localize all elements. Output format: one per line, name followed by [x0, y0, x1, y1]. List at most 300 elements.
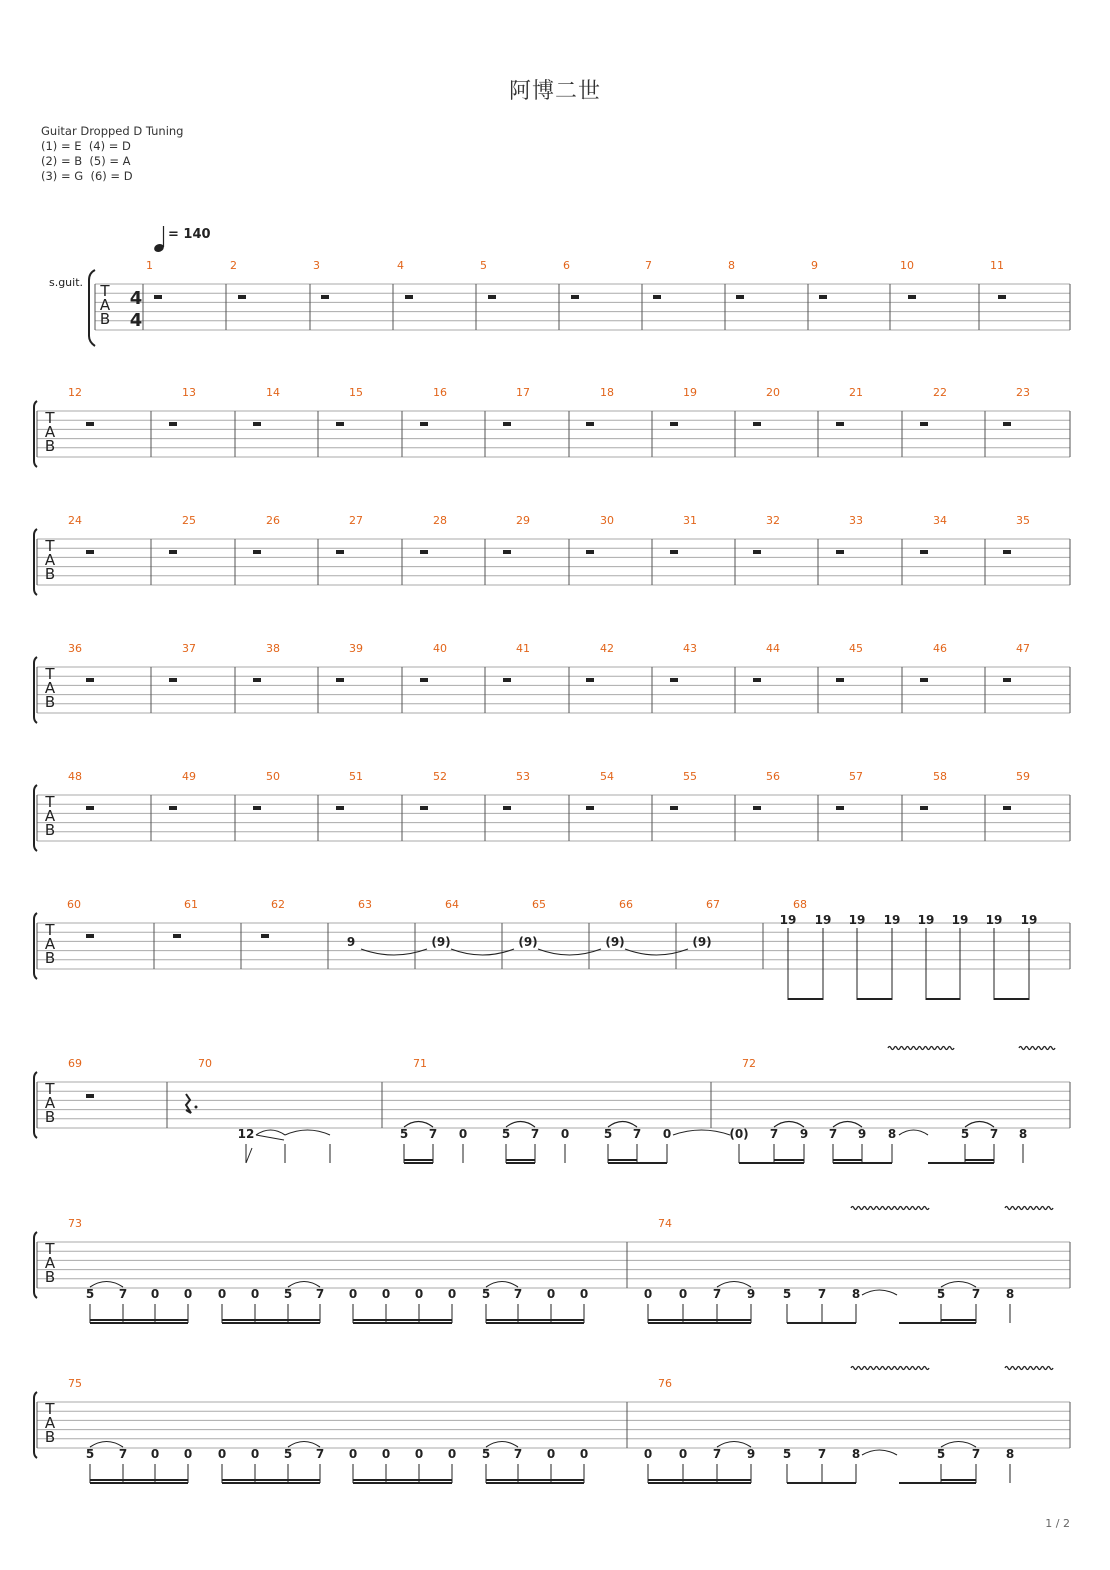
fret-number: 0 — [183, 1287, 193, 1301]
measure-rest — [586, 806, 594, 810]
note-beam — [353, 1482, 452, 1484]
measure-number: 51 — [349, 770, 363, 783]
fret-number: 0 — [643, 1287, 653, 1301]
fret-number: (9) — [518, 935, 538, 949]
measure-number: 14 — [266, 386, 280, 399]
measure-rest — [420, 678, 428, 682]
tab-clef-letter: A — [99, 296, 111, 314]
measure-rest — [488, 295, 496, 299]
note-beam — [648, 1319, 751, 1321]
measure-rest — [86, 806, 94, 810]
tab-clef-letter: A — [44, 1414, 56, 1432]
fret-number: (9) — [605, 935, 625, 949]
tie-arc — [673, 1130, 730, 1135]
tie-arc — [361, 949, 427, 955]
measure-rest — [169, 806, 177, 810]
fret-number: 0 — [643, 1447, 653, 1461]
measure-rest — [670, 550, 678, 554]
note-beam — [899, 1322, 976, 1324]
note-beam — [222, 1482, 320, 1484]
vibrato-mark — [1005, 1207, 1053, 1210]
measure-number: 49 — [182, 770, 196, 783]
tie-arc — [625, 949, 688, 955]
fret-number: 9 — [346, 935, 356, 949]
fret-number: 19 — [814, 913, 832, 927]
note-beam — [739, 1162, 804, 1164]
tab-clef-letter: T — [45, 1400, 55, 1418]
measure-rest — [86, 1094, 94, 1098]
tie-arc — [862, 1450, 897, 1455]
measure-number: 13 — [182, 386, 196, 399]
tie-arc — [256, 1130, 285, 1135]
note-beam — [486, 1479, 584, 1481]
fret-number: 0 — [579, 1287, 589, 1301]
measure-rest — [670, 422, 678, 426]
measure-number: 69 — [68, 1057, 82, 1070]
note-beam — [899, 1482, 976, 1484]
measure-rest — [169, 422, 177, 426]
fret-number: 8 — [1018, 1127, 1028, 1141]
fret-number: 9 — [746, 1447, 756, 1461]
measure-rest — [836, 806, 844, 810]
note-beam — [486, 1319, 584, 1321]
measure-number: 36 — [68, 642, 82, 655]
measure-rest — [420, 806, 428, 810]
measure-number: 59 — [1016, 770, 1030, 783]
vibrato-mark — [1019, 1047, 1055, 1050]
fret-number: 0 — [678, 1287, 688, 1301]
measure-number: 9 — [811, 259, 818, 272]
fret-number: 7 — [118, 1447, 128, 1461]
measure-number: 37 — [182, 642, 196, 655]
measure-number: 54 — [600, 770, 614, 783]
note-beam — [486, 1322, 584, 1324]
note-beam — [926, 998, 960, 1000]
fret-number: 0 — [678, 1447, 688, 1461]
measure-rest — [420, 422, 428, 426]
measure-number: 55 — [683, 770, 697, 783]
note-beam — [965, 1159, 994, 1161]
tab-clef-letter: T — [45, 665, 55, 683]
measure-rest — [836, 678, 844, 682]
measure-rest — [908, 295, 916, 299]
vibrato-mark — [888, 1047, 954, 1050]
measure-rest — [154, 295, 162, 299]
measure-number: 33 — [849, 514, 863, 527]
fret-number: 19 — [848, 913, 866, 927]
measure-rest — [1003, 550, 1011, 554]
measure-rest — [1003, 678, 1011, 682]
fret-number: (0) — [729, 1127, 749, 1141]
note-beam — [608, 1159, 637, 1161]
measure-rest — [253, 422, 261, 426]
measure-number: 73 — [68, 1217, 82, 1230]
fret-number: 9 — [857, 1127, 867, 1141]
tie-arc — [451, 949, 514, 955]
measure-rest — [753, 806, 761, 810]
fret-number: 7 — [971, 1287, 981, 1301]
time-signature-top: 4 — [129, 288, 143, 309]
measure-rest — [920, 422, 928, 426]
fret-number: 7 — [118, 1287, 128, 1301]
measure-number: 57 — [849, 770, 863, 783]
measure-rest — [753, 678, 761, 682]
tie-arc — [285, 1130, 330, 1135]
measure-number: 63 — [358, 898, 372, 911]
measure-rest — [586, 422, 594, 426]
fret-number: 0 — [150, 1447, 160, 1461]
note-beam — [608, 1162, 667, 1164]
measure-number: 8 — [728, 259, 735, 272]
measure-number: 2 — [230, 259, 237, 272]
note-beam — [486, 1482, 584, 1484]
measure-number: 29 — [516, 514, 530, 527]
measure-number: 68 — [793, 898, 807, 911]
measure-rest — [586, 550, 594, 554]
measure-rest — [336, 550, 344, 554]
fret-number: (9) — [431, 935, 451, 949]
measure-rest — [920, 550, 928, 554]
measure-number: 20 — [766, 386, 780, 399]
tab-clef-letter: B — [44, 1268, 56, 1286]
measure-number: 5 — [480, 259, 487, 272]
measure-number: 18 — [600, 386, 614, 399]
tab-clef-letter: B — [44, 693, 56, 711]
fret-number: 0 — [447, 1287, 457, 1301]
measure-rest — [1003, 806, 1011, 810]
tab-clef-letter: B — [44, 565, 56, 583]
tab-clef-letter: B — [44, 437, 56, 455]
note-beam — [857, 998, 892, 1000]
note-beam — [222, 1479, 320, 1481]
fret-number: 7 — [828, 1127, 838, 1141]
measure-number: 47 — [1016, 642, 1030, 655]
measure-number: 46 — [933, 642, 947, 655]
note-beam — [90, 1322, 188, 1324]
measure-number: 53 — [516, 770, 530, 783]
fret-number: 0 — [217, 1447, 227, 1461]
quarter-rest — [186, 1094, 191, 1113]
measure-number: 56 — [766, 770, 780, 783]
fret-number: 7 — [315, 1447, 325, 1461]
measure-rest — [253, 550, 261, 554]
tab-clef-letter: A — [44, 807, 56, 825]
note-beam — [90, 1482, 188, 1484]
measure-number: 31 — [683, 514, 697, 527]
tab-clef-letter: A — [44, 1254, 56, 1272]
tab-clef-letter: B — [44, 821, 56, 839]
measure-number: 43 — [683, 642, 697, 655]
fret-number: 8 — [1005, 1287, 1015, 1301]
fret-number: 7 — [513, 1447, 523, 1461]
measure-number: 4 — [397, 259, 404, 272]
fret-number: 5 — [283, 1287, 293, 1301]
measure-number: 17 — [516, 386, 530, 399]
measure-number: 38 — [266, 642, 280, 655]
measure-number: 42 — [600, 642, 614, 655]
fret-number: 5 — [481, 1447, 491, 1461]
fret-number: 7 — [513, 1287, 523, 1301]
measure-number: 7 — [645, 259, 652, 272]
measure-rest — [819, 295, 827, 299]
fret-number: 0 — [458, 1127, 468, 1141]
measure-number: 41 — [516, 642, 530, 655]
measure-number: 61 — [184, 898, 198, 911]
hammer-on-slur — [941, 1442, 976, 1448]
fret-number: 19 — [951, 913, 969, 927]
tab-clef-letter: B — [44, 1108, 56, 1126]
measure-number: 60 — [67, 898, 81, 911]
fret-number: (9) — [692, 935, 712, 949]
measure-rest — [321, 295, 329, 299]
grace-flag — [246, 1148, 252, 1163]
fret-number: 5 — [936, 1287, 946, 1301]
note-beam — [941, 1319, 976, 1321]
fret-number: 7 — [428, 1127, 438, 1141]
measure-number: 40 — [433, 642, 447, 655]
measure-number: 75 — [68, 1377, 82, 1390]
measure-rest — [836, 422, 844, 426]
note-beam — [787, 1482, 856, 1484]
vibrato-mark — [1005, 1367, 1053, 1370]
measure-rest — [753, 550, 761, 554]
measure-rest — [503, 806, 511, 810]
fret-number: 0 — [414, 1287, 424, 1301]
measure-rest — [670, 806, 678, 810]
note-beam — [994, 998, 1029, 1000]
rest-dot — [195, 1106, 198, 1109]
measure-rest — [653, 295, 661, 299]
note-beam — [222, 1319, 320, 1321]
note-beam — [648, 1322, 751, 1324]
measure-rest — [336, 422, 344, 426]
measure-number: 66 — [619, 898, 633, 911]
fret-number: 5 — [960, 1127, 970, 1141]
measure-number: 22 — [933, 386, 947, 399]
note-beam — [648, 1482, 751, 1484]
measure-number: 58 — [933, 770, 947, 783]
fret-number: 0 — [250, 1287, 260, 1301]
fret-number: 5 — [85, 1447, 95, 1461]
measure-number: 39 — [349, 642, 363, 655]
fret-number: 5 — [85, 1287, 95, 1301]
measure-rest — [173, 934, 181, 938]
measure-rest — [238, 295, 246, 299]
fret-number: 0 — [250, 1447, 260, 1461]
fret-number: 8 — [851, 1287, 861, 1301]
fret-number: 0 — [546, 1287, 556, 1301]
fret-number: 7 — [989, 1127, 999, 1141]
time-signature-bottom: 4 — [129, 310, 143, 331]
measure-rest — [503, 422, 511, 426]
fret-number: 5 — [501, 1127, 511, 1141]
fret-number: 19 — [883, 913, 901, 927]
note-beam — [353, 1319, 452, 1321]
tab-clef-letter: T — [45, 793, 55, 811]
tempo-marking: = 140 — [168, 227, 211, 242]
note-beam — [404, 1162, 433, 1164]
fret-number: 8 — [887, 1127, 897, 1141]
fret-number: 0 — [150, 1287, 160, 1301]
measure-rest — [86, 422, 94, 426]
fret-number: 19 — [917, 913, 935, 927]
measure-number: 27 — [349, 514, 363, 527]
measure-number: 15 — [349, 386, 363, 399]
tab-clef-letter: T — [45, 409, 55, 427]
fret-number: 9 — [799, 1127, 809, 1141]
fret-number: 0 — [217, 1287, 227, 1301]
note-beam — [774, 1159, 804, 1161]
fret-number: 7 — [712, 1447, 722, 1461]
fret-number: 7 — [817, 1447, 827, 1461]
fret-number: 12 — [237, 1127, 255, 1141]
measure-rest — [169, 678, 177, 682]
measure-number: 6 — [563, 259, 570, 272]
fret-number: 0 — [381, 1447, 391, 1461]
measure-rest — [169, 550, 177, 554]
tie-arc — [862, 1290, 897, 1295]
note-beam — [788, 998, 823, 1000]
system-bracket — [89, 270, 95, 346]
measure-number: 74 — [658, 1217, 672, 1230]
tab-clef-letter: B — [44, 1428, 56, 1446]
measure-rest — [420, 550, 428, 554]
fret-number: 7 — [971, 1447, 981, 1461]
fret-number: 5 — [936, 1447, 946, 1461]
tab-clef-letter: B — [99, 310, 111, 328]
note-beam — [833, 1162, 892, 1164]
measure-number: 25 — [182, 514, 196, 527]
fret-number: 7 — [712, 1287, 722, 1301]
measure-rest — [503, 678, 511, 682]
fret-number: 7 — [769, 1127, 779, 1141]
measure-rest — [261, 934, 269, 938]
measure-rest — [336, 678, 344, 682]
measure-number: 48 — [68, 770, 82, 783]
tab-clef-letter: T — [45, 1080, 55, 1098]
measure-rest — [1003, 422, 1011, 426]
measure-rest — [670, 678, 678, 682]
measure-rest — [736, 295, 744, 299]
measure-rest — [253, 806, 261, 810]
tuning-line-1: (1) = E (4) = D — [41, 139, 131, 153]
measure-number: 23 — [1016, 386, 1030, 399]
tab-clef-letter: A — [44, 423, 56, 441]
fret-number: 5 — [399, 1127, 409, 1141]
tab-clef-letter: A — [44, 551, 56, 569]
tab-clef-letter: B — [44, 949, 56, 967]
tab-clef-letter: A — [44, 679, 56, 697]
measure-rest — [586, 678, 594, 682]
vibrato-mark — [851, 1367, 929, 1370]
song-title: 阿博二世 — [508, 79, 601, 104]
tie-arc — [538, 949, 601, 955]
note-beam — [222, 1322, 320, 1324]
measure-number: 32 — [766, 514, 780, 527]
measure-number: 44 — [766, 642, 780, 655]
fret-number: 0 — [381, 1287, 391, 1301]
fret-number: 0 — [348, 1287, 358, 1301]
measure-number: 11 — [990, 259, 1004, 272]
fret-number: 0 — [546, 1447, 556, 1461]
slide-line — [256, 1135, 284, 1140]
tuning-name: Guitar Dropped D Tuning — [41, 124, 184, 138]
measure-number: 35 — [1016, 514, 1030, 527]
fret-number: 5 — [283, 1447, 293, 1461]
measure-number: 34 — [933, 514, 947, 527]
measure-rest — [405, 295, 413, 299]
measure-number: 72 — [742, 1057, 756, 1070]
measure-rest — [571, 295, 579, 299]
measure-number: 24 — [68, 514, 82, 527]
hammer-on-slur — [941, 1282, 976, 1288]
track-name: s.guit. — [48, 276, 84, 289]
page-number: 1 / 2 — [1045, 1517, 1070, 1530]
measure-number: 50 — [266, 770, 280, 783]
measure-rest — [86, 678, 94, 682]
measure-number: 45 — [849, 642, 863, 655]
measure-number: 10 — [900, 259, 914, 272]
tuning-line-2: (2) = B (5) = A — [41, 154, 131, 168]
fret-number: 0 — [414, 1447, 424, 1461]
fret-number: 7 — [817, 1287, 827, 1301]
measure-rest — [86, 934, 94, 938]
measure-number: 21 — [849, 386, 863, 399]
tab-clef-letter: T — [100, 282, 110, 300]
fret-number: 5 — [481, 1287, 491, 1301]
fret-number: 0 — [560, 1127, 570, 1141]
tab-clef-letter: A — [44, 1094, 56, 1112]
measure-number: 67 — [706, 898, 720, 911]
fret-number: 0 — [348, 1447, 358, 1461]
measure-rest — [920, 678, 928, 682]
note-beam — [506, 1162, 535, 1164]
fret-number: 9 — [746, 1287, 756, 1301]
fret-number: 0 — [447, 1447, 457, 1461]
measure-number: 1 — [146, 259, 153, 272]
fret-number: 19 — [779, 913, 797, 927]
note-beam — [928, 1162, 994, 1164]
fret-number: 8 — [1005, 1447, 1015, 1461]
measure-number: 3 — [313, 259, 320, 272]
measure-number: 19 — [683, 386, 697, 399]
measure-number: 62 — [271, 898, 285, 911]
measure-rest — [753, 422, 761, 426]
measure-number: 65 — [532, 898, 546, 911]
measure-number: 26 — [266, 514, 280, 527]
fret-number: 0 — [662, 1127, 672, 1141]
fret-number: 5 — [782, 1287, 792, 1301]
measure-number: 52 — [433, 770, 447, 783]
measure-rest — [253, 678, 261, 682]
tab-clef-letter: T — [45, 1240, 55, 1258]
tuning-line-3: (3) = G (6) = D — [41, 169, 133, 183]
note-beam — [648, 1479, 751, 1481]
tab-clef-letter: A — [44, 935, 56, 953]
measure-rest — [336, 806, 344, 810]
measure-number: 16 — [433, 386, 447, 399]
measure-rest — [920, 806, 928, 810]
fret-number: 19 — [1020, 913, 1038, 927]
tab-clef-letter: T — [45, 921, 55, 939]
note-beam — [404, 1159, 433, 1161]
note-beam — [353, 1322, 452, 1324]
note-beam — [787, 1322, 856, 1324]
fret-number: 5 — [603, 1127, 613, 1141]
note-beam — [353, 1479, 452, 1481]
tab-clef-letter: T — [45, 537, 55, 555]
measure-number: 76 — [658, 1377, 672, 1390]
